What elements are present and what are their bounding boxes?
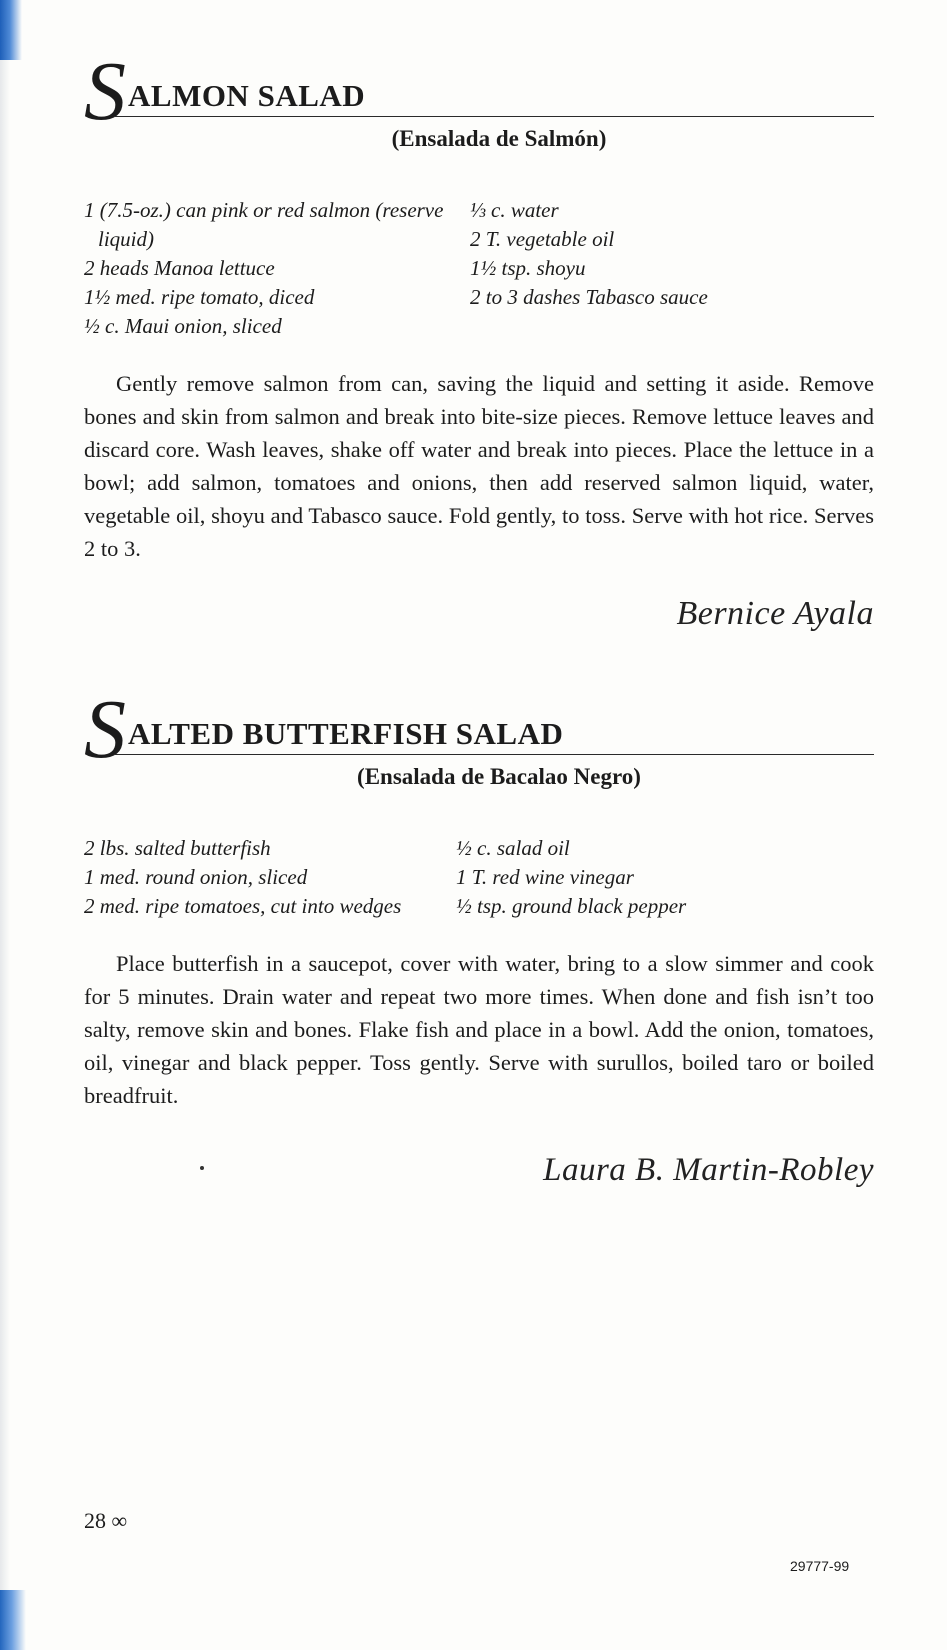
ingredient: ½ c. Maui onion, sliced bbox=[84, 314, 282, 338]
recipe-method: Gently remove salmon from can, saving the liquid and setting it aside. Remove bones and skin from salmon and break into bite-size pieces. Remove lettuce leaves and discard core. Wash leaves, shake off water and break into pieces. Place the lettuce in a bowl; add salmon, tomatoes and onions, then add reserved salmon liquid, water, vegetable oil, shoyu and Tabasco sauce. Fold gently, to toss. Serve with hot rice. Serves 2 to 3. bbox=[84, 371, 874, 561]
title-rule bbox=[114, 754, 874, 755]
ingredients-right-column bbox=[470, 196, 874, 341]
page-edge-tint-top bbox=[0, 0, 22, 60]
ingredients bbox=[84, 834, 874, 921]
recipe-salted-butterfish-salad bbox=[84, 683, 874, 1189]
ingredient: 2 heads Manoa lettuce bbox=[84, 256, 275, 280]
recipe-salmon-salad bbox=[84, 45, 874, 633]
recipe-subtitle: (Ensalada de Salmón) bbox=[391, 126, 607, 151]
page-edge-shadow bbox=[0, 60, 10, 1590]
decorative-initial: S bbox=[84, 683, 126, 776]
ingredient: 2 T. vegetable oil bbox=[470, 227, 615, 251]
recipe-title: ALTED BUTTERFISH SALAD bbox=[128, 716, 564, 751]
ingredient: 1 (7.5-oz.) can pink or red salmon (reserve liquid) bbox=[84, 198, 444, 251]
ingredient: ⅓ c. water bbox=[470, 198, 559, 222]
ingredient: 1 med. round onion, sliced bbox=[84, 865, 308, 889]
page-edge-tint-bottom bbox=[0, 1590, 26, 1650]
contributor-signature: Bernice Ayala bbox=[676, 595, 874, 632]
ingredient: ½ tsp. ground black pepper bbox=[456, 894, 687, 918]
recipe-title-row bbox=[84, 683, 874, 776]
recipe-subtitle: (Ensalada de Bacalao Negro) bbox=[357, 764, 641, 789]
decorative-initial: S bbox=[84, 45, 126, 138]
ingredient: 2 med. ripe tomatoes, cut into wedges bbox=[84, 894, 402, 918]
contributor-signature: Laura B. Martin-Robley bbox=[543, 1152, 874, 1188]
ingredient: 1½ tsp. shoyu bbox=[470, 256, 586, 280]
ingredients-left-column bbox=[84, 834, 456, 921]
ingredients-right-column bbox=[456, 834, 874, 921]
ingredient: 2 lbs. salted butterfish bbox=[84, 836, 271, 860]
ingredient: 1 T. red wine vinegar bbox=[456, 865, 634, 889]
recipe-method: Place butterfish in a saucepot, cover with water, bring to a slow simmer and cook for 5 minutes. Drain water and repeat two more times. When done and fish isn’t too salty, remove skin and bones. Flake fish and place in a bowl. Add the onion, tomatoes, oil, vinegar and black pepper. Toss gently. Serve with surullos, boiled taro or boiled breadfruit. bbox=[84, 951, 874, 1108]
ingredients bbox=[84, 196, 874, 341]
ingredient: 2 to 3 dashes Tabasco sauce bbox=[470, 285, 708, 309]
ingredient: 1½ med. ripe tomato, diced bbox=[84, 285, 315, 309]
recipe-title: ALMON SALAD bbox=[128, 78, 366, 113]
recipe-title-row bbox=[84, 45, 874, 138]
page-number: 28 ∞ bbox=[84, 1508, 128, 1533]
print-code: 29777-99 bbox=[790, 1558, 850, 1574]
ingredients-left-column bbox=[84, 196, 470, 341]
stray-dot bbox=[200, 1166, 204, 1170]
title-rule bbox=[114, 116, 874, 117]
ingredient: ½ c. salad oil bbox=[456, 836, 570, 860]
